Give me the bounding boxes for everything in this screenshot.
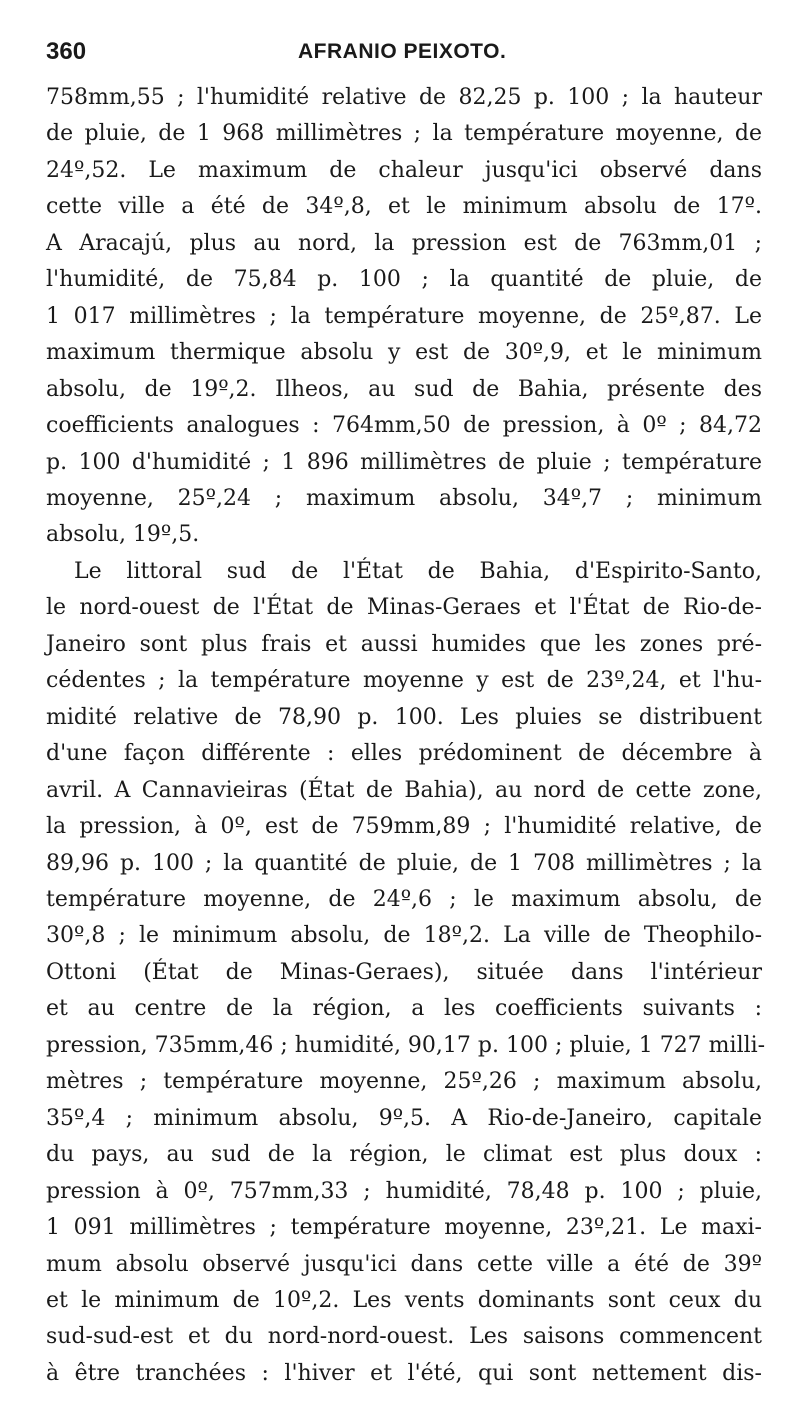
- paragraph-2: [46, 554, 766, 1392]
- text-line: 1 017 millimètres ; la température moyenne, de 25º,87. Le: [46, 303, 762, 329]
- running-head: AFRANIO PEIXOTO.: [298, 40, 507, 63]
- text-line: du pays, au sud de la région, le climat est plus doux :: [46, 1142, 762, 1168]
- text-line: A Aracajú, plus au nord, la pression est de 763mm,01 ;: [46, 230, 762, 256]
- text-line: et le minimum de 10º,2. Les vents dominants sont ceux du: [46, 1287, 762, 1313]
- body-text: [46, 80, 766, 1392]
- text-line: maximum thermique absolu y est de 30º,9, et le minimum: [46, 340, 762, 366]
- text-line: température moyenne, de 24º,6 ; le maximum absolu, de: [46, 886, 762, 912]
- page-number: 360: [46, 38, 87, 65]
- text-line: midité relative de 78,90 p. 100. Les pluies se distribuent: [46, 704, 762, 730]
- text-line: pression, 735mm,46 ; humidité, 90,17 p. 100 ; pluie, 1 727 milli-: [46, 1032, 766, 1058]
- text-line: Janeiro sont plus frais et aussi humides que les zones pré-: [46, 631, 762, 657]
- text-line: mum absolu observé jusqu'ici dans cette ville a été de 39º: [46, 1251, 762, 1277]
- text-line: la pression, à 0º, est de 759mm,89 ; l'humidité relative, de: [46, 814, 762, 840]
- text-line: d'une façon différente : elles prédominent de décembre à: [46, 741, 762, 767]
- text-line: de pluie, de 1 968 millimètres ; la température moyenne, de: [46, 121, 762, 147]
- text-line: p. 100 d'humidité ; 1 896 millimètres de pluie ; température: [46, 449, 762, 475]
- text-line: le nord-ouest de l'État de Minas-Geraes et l'État de Rio-de-: [46, 595, 762, 621]
- text-line: cédentes ; la température moyenne y est de 23º,24, et l'hu-: [46, 668, 762, 694]
- text-line: l'humidité, de 75,84 p. 100 ; la quantité de pluie, de: [46, 267, 762, 293]
- text-line: Ottoni (État de Minas-Geraes), située dans l'intérieur: [46, 959, 762, 985]
- text-line: mètres ; température moyenne, 25º,26 ; maximum absolu,: [46, 1069, 762, 1095]
- text-line: cette ville a été de 34º,8, et le minimum absolu de 17º.: [46, 194, 762, 220]
- text-line: moyenne, 25º,24 ; maximum absolu, 34º,7 ; minimum: [46, 485, 762, 511]
- text-line: 35º,4 ; minimum absolu, 9º,5. A Rio-de-Janeiro, capitale: [46, 1105, 762, 1131]
- text-line: absolu, 19º,5.: [46, 522, 200, 548]
- text-line: Le littoral sud de l'État de Bahia, d'Espirito-Santo,: [74, 558, 762, 584]
- text-line: 758mm,55 ; l'humidité relative de 82,25 p. 100 ; la hauteur: [46, 85, 762, 110]
- text-line: 30º,8 ; le minimum absolu, de 18º,2. La ville de Theophilo-: [46, 923, 762, 949]
- text-line: 24º,52. Le maximum de chaleur jusqu'ici observé dans: [46, 157, 762, 183]
- text-line: pression à 0º, 757mm,33 ; humidité, 78,48 p. 100 ; pluie,: [46, 1178, 762, 1204]
- text-line: absolu, de 19º,2. Ilheos, au sud de Bahia, présente des: [46, 376, 762, 402]
- text-line: 89,96 p. 100 ; la quantité de pluie, de 1 708 millimètres ; la: [46, 850, 762, 876]
- paragraph-1: [46, 80, 762, 554]
- text-line: avril. A Cannavieiras (État de Bahia), au nord de cette zone,: [46, 777, 762, 803]
- text-line: 1 091 millimètres ; température moyenne, 23º,21. Le maxi-: [46, 1215, 762, 1241]
- page-header: [46, 30, 762, 80]
- text-line: et au centre de la région, a les coefficients suivants :: [46, 996, 762, 1022]
- text-line: sud-sud-est et du nord-nord-ouest. Les saisons commencent: [46, 1324, 762, 1350]
- text-line: à être tranchées : l'hiver et l'été, qui sont nettement dis-: [46, 1360, 762, 1386]
- text-line: coefficients analogues : 764mm,50 de pression, à 0º ; 84,72: [46, 413, 762, 439]
